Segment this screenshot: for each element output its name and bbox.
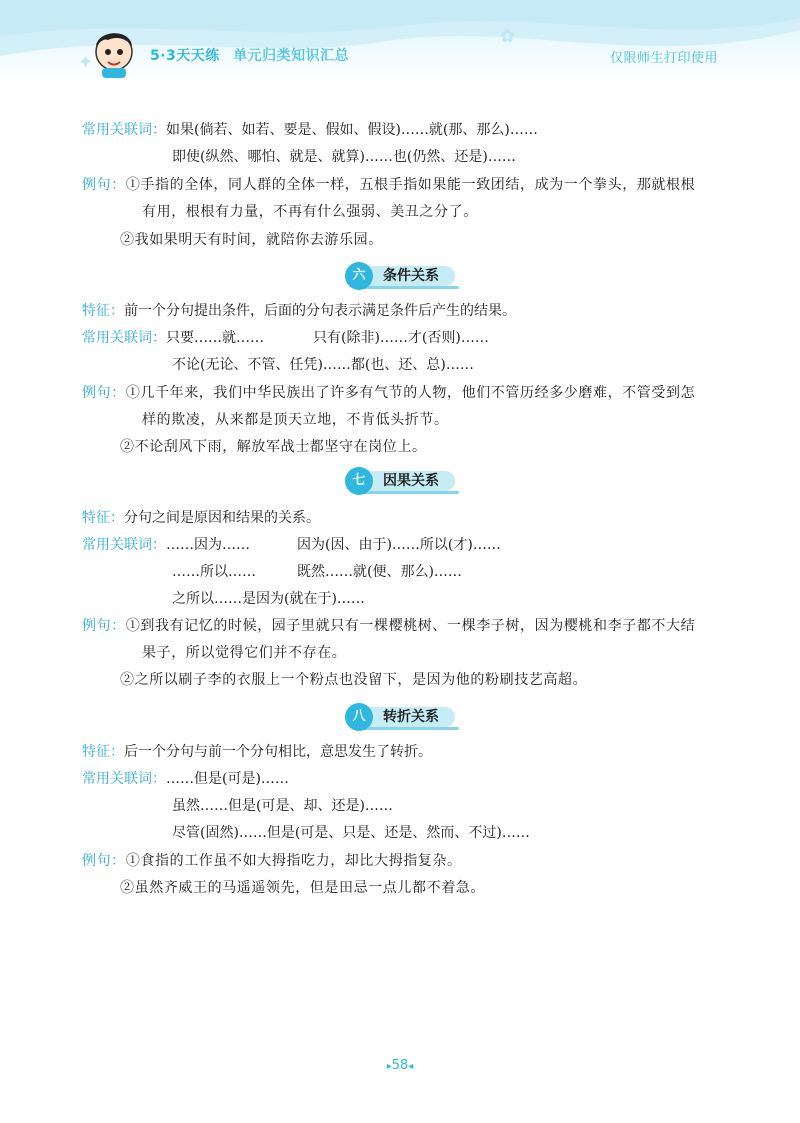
feature-row-condition: [82, 301, 516, 321]
section-title: 因果关系: [383, 473, 439, 489]
section-title: 条件关系: [383, 268, 439, 284]
section-header-condition: [345, 262, 460, 290]
section-header-cause-effect: [345, 467, 460, 495]
example-text: ①手指的全体，同人群的全体一样，五根手指如果能一致团结，成为一个拳头，那就根根: [125, 177, 696, 193]
section-number-badge: 七: [345, 467, 373, 495]
header-subtitle: 单元归类知识汇总: [233, 48, 350, 64]
conn-row-adversative-3: 尽管(固然)……但是(可是、只是、还是、然而、不过)……: [172, 825, 530, 841]
feature-text: 分句之间是原因和结果的关系。: [124, 510, 320, 526]
feature-row-cause-effect: [82, 508, 320, 528]
conn-row-if-2: 即使(纵然、哪怕、就是、就算)……也(仍然、还是)……: [172, 149, 516, 165]
conn-row-cause-1: [82, 535, 250, 555]
conn-row-condition-2: 不论(无论、不管、任凭)……都(也、还、总)……: [172, 357, 474, 373]
conn-text: ……因为……: [166, 537, 250, 553]
example-adversative-1: [82, 851, 462, 871]
conn-row-condition-1: [82, 328, 264, 348]
conn-row-if-1: [82, 120, 538, 140]
example-cause-1-cont: 果子，所以觉得它们并不存在。: [142, 645, 347, 661]
example-cause-2: ②之所以刷子李的衣服上一个粉点也没留下，是因为他的粉刷技艺高超。: [120, 672, 588, 688]
conn-label: 常用关联词：: [82, 122, 166, 138]
example-if-1-cont: 有用，根根有力量，不再有什么强弱、美丑之分了。: [142, 204, 478, 220]
example-condition-2: ②不论刮风下雨，解放军战士都坚守在岗位上。: [120, 439, 427, 455]
example-condition-1-cont: 样的欺凌，从来都是顶天立地，不肯低头折节。: [142, 412, 449, 428]
example-condition-1: [82, 383, 695, 403]
page-number: [0, 1058, 800, 1073]
section-number-badge: 六: [345, 262, 373, 290]
example-label: 例句：: [82, 853, 126, 869]
page-number-text: 58: [391, 1058, 409, 1073]
conn-text: 因为(因、由于)……所以(才)……: [297, 537, 501, 553]
example-if-1: [82, 175, 695, 195]
feature-text: 后一个分句与前一个分句相比，意思发生了转折。: [124, 744, 432, 760]
feature-text: 前一个分句提出条件，后面的分句表示满足条件后产生的结果。: [124, 303, 516, 319]
page-number-right-ornament-icon: ◂: [408, 1061, 414, 1072]
conn-text: 只有(除非)……才(否则)……: [313, 330, 489, 346]
example-label: 例句：: [82, 177, 126, 193]
example-label: 例句：: [82, 618, 126, 634]
page-header: [0, 0, 800, 80]
header-title: [150, 45, 349, 65]
example-text: ①食指的工作虽不如大拇指吃力，却比大拇指复杂。: [125, 853, 462, 869]
header-usage-note: 仅限师生打印使用: [609, 51, 718, 66]
conn-text: 如果(倘若、如若、要是、假如、假设)……就(那、那么)……: [166, 122, 538, 138]
header-brand: 5·3天天练: [150, 48, 220, 64]
conn-label: 常用关联词：: [82, 537, 166, 553]
conn-text: ……但是(可是)……: [166, 771, 289, 787]
mascot-boy-icon: [86, 22, 142, 78]
page-number-left-ornament-icon: ▸: [386, 1061, 392, 1072]
conn-label: 常用关联词：: [82, 330, 166, 346]
conn-row-cause-3: 之所以……是因为(就在于)……: [172, 591, 365, 607]
feature-label: 特征：: [82, 303, 124, 319]
example-text: ①几千年来，我们中华民族出了许多有气节的人物，他们不管历经多少磨难，不管受到怎: [125, 385, 696, 401]
section-number-badge: 八: [345, 703, 373, 731]
conn-row-cause-2: ……所以……: [172, 564, 256, 580]
feature-label: 特征：: [82, 510, 124, 526]
conn-text: 只要……就……: [166, 330, 264, 346]
feature-label: 特征：: [82, 744, 124, 760]
example-text: ①到我有记忆的时候，园子里就只有一棵樱桃树、一棵李子树，因为樱桃和李子都不大结: [125, 618, 696, 634]
feature-row-adversative: [82, 742, 432, 762]
conn-text: 既然……就(便、那么)……: [297, 564, 462, 580]
section-header-adversative: [345, 703, 460, 731]
conn-label: 常用关联词：: [82, 771, 166, 787]
conn-row-adversative-1: [82, 769, 289, 789]
example-label: 例句：: [82, 385, 126, 401]
section-title: 转折关系: [383, 709, 439, 725]
example-adversative-2: ②虽然齐威王的马遥遥领先，但是田忌一点儿都不着急。: [120, 880, 485, 896]
star-icon: ✦: [78, 52, 94, 73]
star-icon: ✿: [500, 26, 516, 47]
example-if-2: ②我如果明天有时间，就陪你去游乐园。: [120, 232, 383, 248]
conn-row-adversative-2: 虽然……但是(可是、却、还是)……: [172, 798, 393, 814]
example-cause-1: [82, 616, 695, 636]
